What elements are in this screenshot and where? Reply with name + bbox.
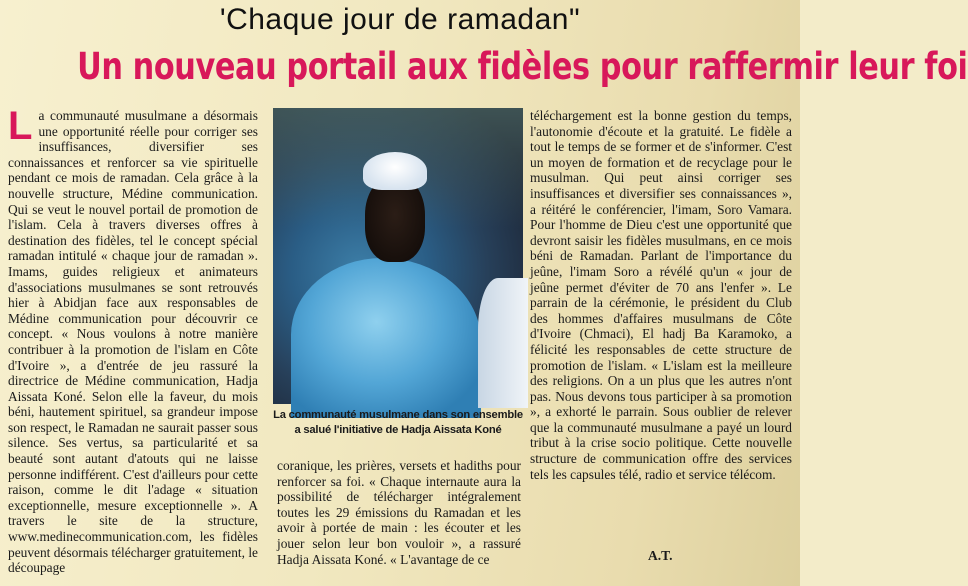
article-column-2: coranique, les prières, versets et hadiths pour renforcer sa foi. « Chaque internaute aura la possibilité de télécharger intégralement toutes les 29 émissions du Ramadan et les avoir à portée de main : les écouter et les jouer selon leur bon vouloir », a rassuré Hadja Aissata Koné. « L'avantage de ce	[277, 458, 521, 567]
article-column-1	[8, 104, 258, 576]
column-1-text: a communauté musulmane a désormais une opportunité réelle pour corriger ses insuffisances, diversifier ses connaissances et renforcer sa vie spirituelle pendant ce mois de ramadan. Cela grâce à la nouvelle structure, Médine communication. Qui se veut le nouvel portail de promotion de l'islam. Cela à travers diverses offres à destination des fidèles, tel le concept spécial ramadan intitulé « chaque jour de ramadan ». Imams, guides religieux et animateurs d'associations musulmanes se sont retrouvés hier à Abidjan face aux responsables de Médine communication pour découvrir ce concept. « Nous voulons à notre manière contribuer à la promotion de l'islam en Côte d'Ivoire », a d'entrée de jeu rassuré la directrice de Médine communication, Hadja Aissata Koné. Selon elle la faveur, du mois béni, hautement spirituel, sa grandeur impose son respect, le Ramadan ne saurait passer sous silence. Ses vertus, sa particularité et sa beauté sont autant d'atouts qui ne laisse personne indifférent. C'est d'ailleurs pour cette raison, comme le dit l'adage « situation exceptionnelle, mesure exceptionnelle ». A travers le site de la structure, www.medinecommunication.com, les fidèles peuvent désormais télécharger gratuitement, le découpage	[8, 108, 258, 576]
article-column-3: téléchargement est la bonne gestion du temps, l'autonomie d'écoute et la gratuité. Le fidèle a tout le temps de se former et de s'informer. C'est un moyen de formation et de recyclage pour le musulman. Qui peut ainsi corriger ses insuffisances et diversifier ses connaissances », a réitéré le conférencier, l'imam, Soro Vamara. Pour l'homme de Dieu c'est une opportunité que devront saisir les fidèles musulmans, en ce mois béni de Ramadan. Parlant de l'importance du jeûne, l'imam Soro a révélé qu'un « jour de jeûne permet d'éviter de 70 ans l'enfer ». Le parrain de la cérémonie, le président du Club des hommes d'affaires musulmans de Côte d'Ivoire (Chmaci), El hadj Ba Karamoko, a félicité les responsables de cette structure de promotion de l'islam. « L'islam est la meilleure des religions. On a un plus que les autres n'ont pas. Nous devons tous participer à sa promotion », a exhorté le parrain. Sous oublier de relever que la communauté musulmane a payé un lourd tribut à la crise socio politique. Cette nouvelle structure de communication offre des services tels les capsules télé, radio et service télécom.	[530, 108, 792, 482]
headline: Un nouveau portail aux fidèles pour raffermir leur foi	[77, 45, 968, 88]
photo-side-figure	[478, 278, 528, 408]
kicker-title: 'Chaque jour de ramadan"	[219, 3, 581, 36]
article-photo	[273, 108, 523, 404]
drop-cap: L	[8, 104, 33, 148]
photo-figure-robe	[291, 258, 481, 418]
author-signature: A.T.	[648, 548, 673, 563]
photo-figure-cap	[363, 152, 427, 190]
photo-caption: La communauté musulmane dans son ensemble a salué l'initiative de Hadja Aissata Koné	[273, 409, 523, 436]
